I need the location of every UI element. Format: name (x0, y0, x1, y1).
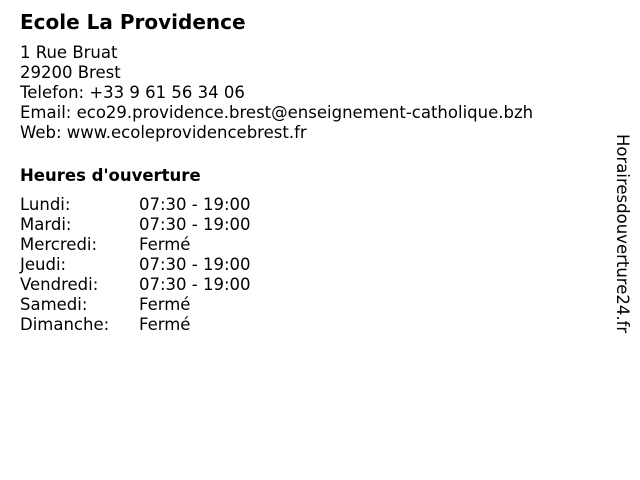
hours-row-monday (20, 195, 600, 215)
hours-value: 07:30 - 19:00 (139, 195, 251, 214)
hours-value: Fermé (139, 315, 191, 334)
day-label: Vendredi: (20, 275, 99, 294)
hours-row-friday (20, 275, 600, 295)
site-watermark: Horairesdouverture24.fr (613, 134, 632, 334)
email-label: Email: (20, 103, 72, 122)
hours-value: 07:30 - 19:00 (139, 255, 251, 274)
day-label: Mardi: (20, 215, 72, 234)
opening-hours-heading: Heures d'ouverture (20, 166, 201, 185)
hours-row-wednesday (20, 235, 600, 255)
hours-value: Fermé (139, 295, 191, 314)
hours-row-tuesday (20, 215, 600, 235)
business-card (20, 10, 600, 335)
phone-link[interactable]: +33 9 61 56 34 06 (89, 83, 245, 102)
day-label: Lundi: (20, 195, 71, 214)
website-link[interactable]: www.ecoleprovidencebrest.fr (66, 123, 307, 142)
hours-row-sunday (20, 315, 600, 335)
postal-city: 29200 Brest (20, 63, 121, 82)
web-label: Web: (20, 123, 62, 142)
hours-row-thursday (20, 255, 600, 275)
day-label: Jeudi: (20, 255, 67, 274)
hours-value: Fermé (139, 235, 191, 254)
opening-hours-table (20, 195, 600, 335)
phone-line (20, 83, 600, 103)
business-name: Ecole La Providence (20, 10, 246, 34)
street-address: 1 Rue Bruat (20, 43, 118, 62)
day-label: Mercredi: (20, 235, 98, 254)
day-label: Dimanche: (20, 315, 110, 334)
email-link[interactable]: eco29.providence.brest@enseignement-catholique.bzh (76, 103, 534, 122)
phone-label: Telefon: (20, 83, 85, 102)
email-line (20, 103, 600, 123)
hours-value: 07:30 - 19:00 (139, 275, 251, 294)
day-label: Samedi: (20, 295, 88, 314)
hours-value: 07:30 - 19:00 (139, 215, 251, 234)
hours-row-saturday (20, 295, 600, 315)
web-line (20, 123, 600, 143)
